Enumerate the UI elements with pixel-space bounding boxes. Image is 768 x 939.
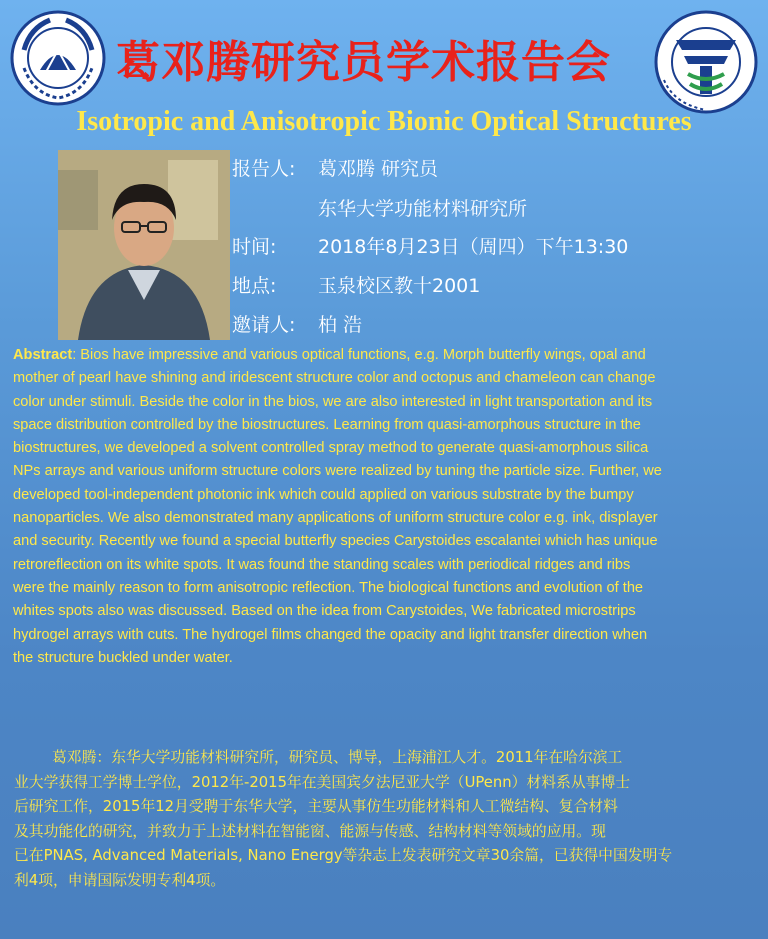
bio-line: 葛邓腾：东华大学功能材料研究所，研究员、博导，上海浦江人才。2011年在哈尔滨工 — [52, 749, 623, 766]
time-value: 2018年8月23日（周四）下午13:30 — [318, 236, 629, 258]
college-logo — [654, 10, 758, 114]
time-label: 时间: — [232, 236, 277, 258]
inviter-row — [232, 310, 362, 337]
affiliation-value: 东华大学功能材料研究所 — [318, 198, 528, 220]
abstract-line: developed tool-independent photonic ink which could applied on various substrate by the bumpy — [13, 486, 634, 503]
bio-line: 及其功能化的研究，并致力于上述材料在智能窗、能源与传感、结构材料等领域的应用。现 — [14, 822, 606, 840]
speaker-row — [232, 154, 438, 181]
speaker-value: 葛邓腾 研究员 — [318, 158, 439, 180]
inviter-value: 柏 浩 — [318, 314, 363, 336]
abstract-line: NPs arrays and various uniform structure colors were realized by tuning the particle size. Further, we — [13, 463, 662, 480]
abstract-first-text: : Bios have impressive and various optical functions, e.g. Morph butterfly wings, opal and — [72, 347, 646, 363]
abstract-heading: Abstract — [13, 347, 73, 363]
affiliation-row — [318, 194, 527, 221]
abstract-line: the structure buckled under water. — [13, 649, 233, 666]
bio-line: 利4项，申请国际发明专利4项。 — [14, 871, 226, 889]
abstract-first-line — [13, 344, 757, 367]
abstract-line: color under stimuli. Beside the color in the bios, we are also interested in light transportation and its — [13, 393, 653, 410]
abstract-line: were the mainly reason to form anisotropic reflection. The biological functions and evolution of the — [13, 579, 644, 596]
abstract-line: retroreflection on its white spots. It was found the standing scales with periodical ridges and ribs — [13, 556, 631, 573]
abstract-line: nanoparticles. We also demonstrated many applications of uniform structure color e.g. ink, displayer — [13, 510, 658, 527]
time-row — [232, 232, 628, 259]
talk-title: Isotropic and Anisotropic Bionic Optical Structures — [76, 106, 692, 137]
abstract-line: mother of pearl have shining and iridescent structure color and octopus and chameleon can change — [13, 370, 656, 387]
speaker-photo — [58, 150, 230, 340]
bio-line: 后研究工作，2015年12月受聘于东华大学，主要从事仿生功能材料和人工微结构、复合材料 — [14, 798, 618, 815]
bio-line: 业大学获得工学博士学位，2012年-2015年在美国宾夕法尼亚大学（UPenn）材料系从事博士 — [14, 773, 631, 791]
place-row — [232, 271, 480, 298]
abstract-line: whites spots also was discussed. Based on the idea from Carystoides, We fabricated microstrips — [13, 603, 636, 620]
abstract-line: space distribution controlled by the biostructures. Learning from quasi-amorphous structure in the — [13, 416, 641, 433]
abstract-line: and security. Recently we found a special butterfly species Carystoides escalantei which has unique — [13, 533, 658, 550]
zhejiang-university-logo — [10, 10, 106, 106]
place-value: 玉泉校区教十2001 — [318, 275, 481, 297]
bio-line: 已在PNAS, Advanced Materials, Nano Energy等杂志上发表研究文章30余篇，已获得中国发明专 — [14, 847, 673, 864]
abstract-block — [13, 344, 757, 670]
speaker-label: 报告人: — [232, 158, 296, 180]
page-title: 葛邓腾研究员学术报告会 — [116, 37, 611, 88]
place-label: 地点: — [232, 275, 277, 297]
abstract-line: biostructures, we developed a solvent controlled spray method to generate quasi-amorphous silica — [13, 440, 649, 457]
speaker-bio — [14, 746, 764, 893]
inviter-label: 邀请人: — [232, 314, 296, 336]
abstract-line: hydrogel arrays with cuts. The hydrogel films changed the opacity and light transfer direction when — [13, 626, 648, 643]
